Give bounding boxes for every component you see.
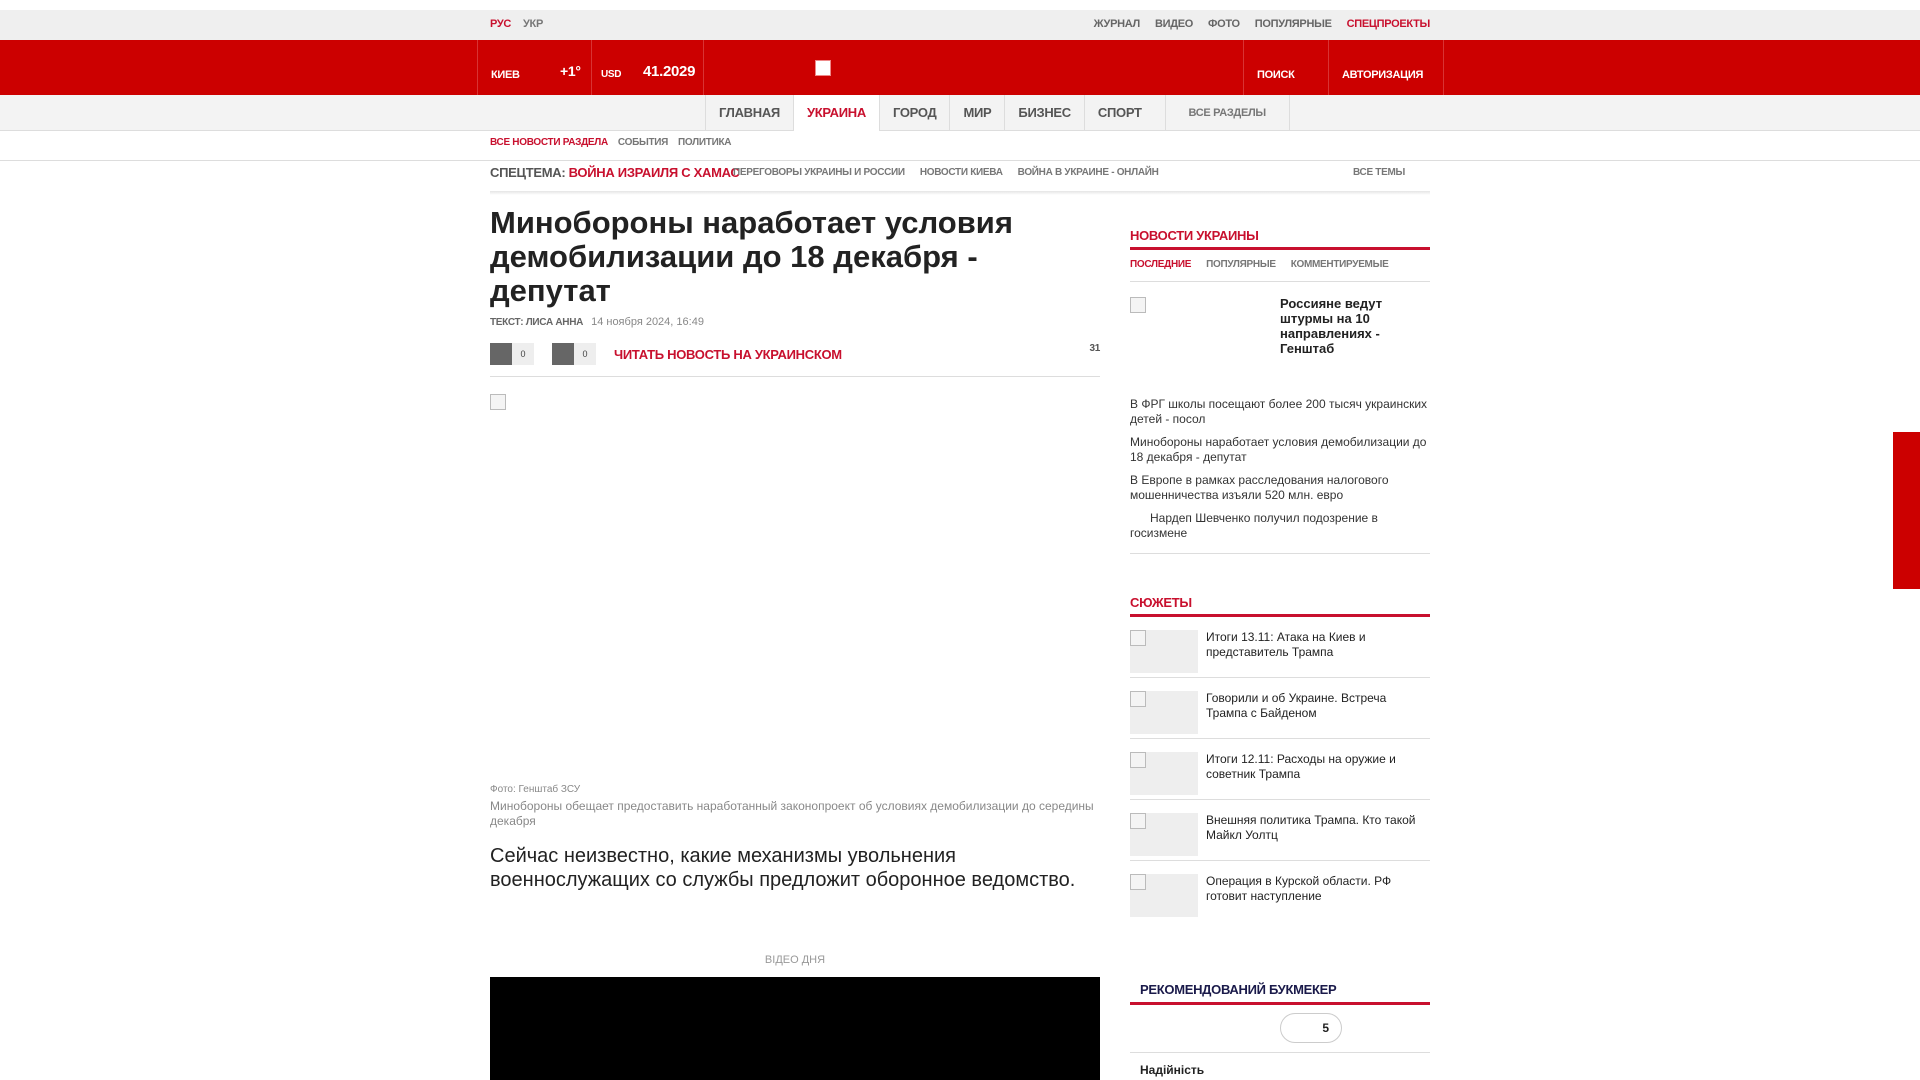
journal-link[interactable]: ЖУРНАЛ: [1093, 18, 1140, 30]
photo-credit: Фото: Генштаб ЗСУ: [490, 784, 581, 795]
publish-date: 14 ноября 2024, 16:49: [591, 316, 704, 328]
broken-image-icon: [1130, 752, 1146, 768]
news-list: [1130, 397, 1430, 541]
bookmaker-title: РЕКОМЕНДОВАНИЙ БУКМЕКЕР: [1130, 975, 1430, 1005]
login-button[interactable]: [1329, 40, 1444, 95]
tab-commented[interactable]: КОММЕНТИРУЕМЫЕ: [1290, 259, 1389, 270]
story-thumbnail: [1130, 874, 1198, 917]
sidebar-tabs: [1130, 250, 1430, 282]
tab-latest[interactable]: ПОСЛЕДНИЕ: [1130, 259, 1192, 270]
divider: [1130, 553, 1430, 554]
nav-world[interactable]: МИР: [949, 95, 1004, 131]
article-lead: Сейчас неизвестно, какие механизмы увольнения военнослужащих со службы предложит оборонное ведомство.: [490, 845, 1076, 891]
sidebar-news: [1130, 220, 1430, 554]
nav-ukraine[interactable]: УКРАИНА: [793, 95, 879, 131]
currency-label: USD: [601, 69, 622, 80]
story-title[interactable]: Внешняя политика Трампа. Кто такой Майкл Уолтц: [1206, 813, 1416, 842]
topic-link[interactable]: ВОЙНА В УКРАИНЕ - ОНЛАЙН: [1017, 167, 1159, 178]
article-photo: [490, 394, 1100, 784]
broken-image-icon: [1130, 874, 1146, 890]
view-count: 31: [1089, 343, 1100, 354]
topic-link[interactable]: НОВОСТИ КИЕВА: [919, 167, 1003, 178]
story-title[interactable]: Итоги 12.11: Расходы на оружие и советник Трампа: [1206, 752, 1396, 781]
telegram-share-icon[interactable]: [552, 343, 574, 365]
lang-ua-link[interactable]: УКР: [523, 18, 543, 30]
divider: [490, 191, 1430, 195]
story-item[interactable]: [1130, 617, 1430, 678]
nav-all-sections[interactable]: ВСЕ РАЗДЕЛЫ: [1165, 95, 1290, 131]
share-count: 0: [512, 343, 534, 365]
sidebar-stories: [1130, 587, 1430, 922]
article: [490, 205, 1100, 966]
broken-image-icon: [1130, 813, 1146, 829]
byline: [490, 316, 1100, 328]
video-player[interactable]: [490, 977, 1100, 1080]
list-item[interactable]: Нардеп Шевченко получил подозрение в госизмене: [1130, 511, 1378, 540]
bookmaker-widget: [1130, 975, 1430, 1077]
list-item[interactable]: В Европе в рамках расследования налогового мошенничества изъяли 520 млн. евро: [1130, 473, 1389, 502]
top-strip: [0, 10, 1920, 40]
share-bar: [490, 343, 1100, 377]
broken-image-icon: [1130, 297, 1146, 313]
subnav-events[interactable]: СОБЫТИЯ: [617, 137, 669, 148]
temperature-value: +1°: [560, 63, 581, 79]
divider: [1130, 1052, 1430, 1053]
top-links: [1094, 18, 1430, 30]
story-thumbnail: [1130, 813, 1198, 856]
currency-rate: 41.2029: [643, 63, 696, 80]
special-theme-bar: [490, 165, 1430, 187]
broken-image-icon: [1130, 630, 1146, 646]
photo-link[interactable]: ФОТО: [1208, 18, 1240, 30]
article-headline: Минобороны наработает условия демобилизации до 18 декабря - депутат: [490, 205, 1013, 308]
subnav-politics[interactable]: ПОЛИТИКА: [678, 137, 732, 148]
story-item[interactable]: [1130, 800, 1430, 861]
share-count: 0: [574, 343, 596, 365]
spec-label: СПЕЦТЕМА:: [490, 165, 566, 180]
divider: [0, 160, 1920, 161]
video-of-day-label: ВІДЕО ДНЯ: [764, 954, 826, 966]
tab-popular[interactable]: ПОПУЛЯРНЫЕ: [1206, 259, 1276, 270]
nav-main[interactable]: ГЛАВНАЯ: [705, 95, 793, 131]
story-item[interactable]: [1130, 678, 1430, 739]
rating-badge: 5: [1280, 1013, 1342, 1043]
facebook-share-icon[interactable]: [490, 343, 512, 365]
read-in-ukrainian-link[interactable]: ЧИТАТЬ НОВОСТЬ НА УКРАИНСКОМ: [614, 347, 842, 362]
section-subnav: [490, 137, 731, 151]
topic-link[interactable]: ПЕРЕГОВОРЫ УКРАИНЫ И РОССИИ: [733, 167, 905, 178]
spec-theme-link[interactable]: ВОЙНА ИЗРАИЛЯ С ХАМАС: [568, 165, 740, 180]
login-label: АВТОРИЗАЦИЯ: [1342, 69, 1424, 81]
author[interactable]: ТЕКСТ: ЛИСА АННА: [490, 316, 584, 328]
video-link[interactable]: ВИДЕО: [1154, 18, 1194, 30]
nav-sport[interactable]: СПОРТ: [1084, 95, 1155, 131]
search-button[interactable]: [1243, 40, 1329, 95]
weather-widget[interactable]: [477, 40, 592, 95]
nav-business[interactable]: БИЗНЕС: [1004, 95, 1083, 131]
city-label: КИЕВ: [491, 69, 520, 81]
story-title[interactable]: Операция в Курской области. РФ готовит наступление: [1206, 874, 1392, 903]
featured-news-title[interactable]: Россияне ведут штурмы на 10 направлениях - Генштаб: [1280, 296, 1383, 356]
list-item[interactable]: В ФРГ школы посещают более 200 тысяч украинских детей - посол: [1130, 397, 1428, 426]
sidebar-news-title[interactable]: НОВОСТИ УКРАИНЫ: [1130, 220, 1430, 250]
all-topics-link[interactable]: ВСЕ ТЕМЫ: [1352, 167, 1405, 178]
broken-image-icon: [490, 394, 506, 410]
story-title[interactable]: Говорили и об Украине. Встреча Трампа с Байденом: [1206, 691, 1387, 720]
story-title[interactable]: Итоги 13.11: Атака на Киев и представитель Трампа: [1206, 630, 1366, 659]
popular-link[interactable]: ПОПУЛЯРНЫЕ: [1254, 18, 1332, 30]
story-thumbnail: [1130, 691, 1198, 734]
special-projects-link[interactable]: СПЕЦПРОЕКТЫ: [1346, 18, 1430, 30]
list-item[interactable]: Минобороны наработает условия демобилизации до 18 декабря - депутат: [1130, 435, 1427, 464]
search-label: ПОИСК: [1257, 69, 1295, 81]
logo-image[interactable]: [815, 60, 831, 76]
currency-widget[interactable]: [592, 40, 704, 95]
side-feedback-tab[interactable]: [1893, 432, 1920, 589]
story-thumbnail: [1130, 630, 1198, 673]
story-thumbnail: [1130, 752, 1198, 795]
broken-image-icon: [1130, 691, 1146, 707]
story-item[interactable]: [1130, 861, 1430, 922]
nav-city[interactable]: ГОРОД: [879, 95, 950, 131]
lang-ru-link[interactable]: РУС: [490, 18, 512, 30]
featured-news[interactable]: [1130, 282, 1430, 397]
photo-caption: Минобороны обещает предоставить наработанный законопроект об условиях демобилизации до середины декабря: [490, 799, 1094, 828]
main-nav: [0, 95, 1920, 131]
reliability-label: Надійність: [1140, 1063, 1205, 1077]
subnav-all-news[interactable]: ВСЕ НОВОСТИ РАЗДЕЛА: [490, 137, 608, 148]
stories-title[interactable]: СЮЖЕТЫ: [1130, 587, 1430, 617]
header-bar: [0, 40, 1920, 95]
story-item[interactable]: [1130, 739, 1430, 800]
